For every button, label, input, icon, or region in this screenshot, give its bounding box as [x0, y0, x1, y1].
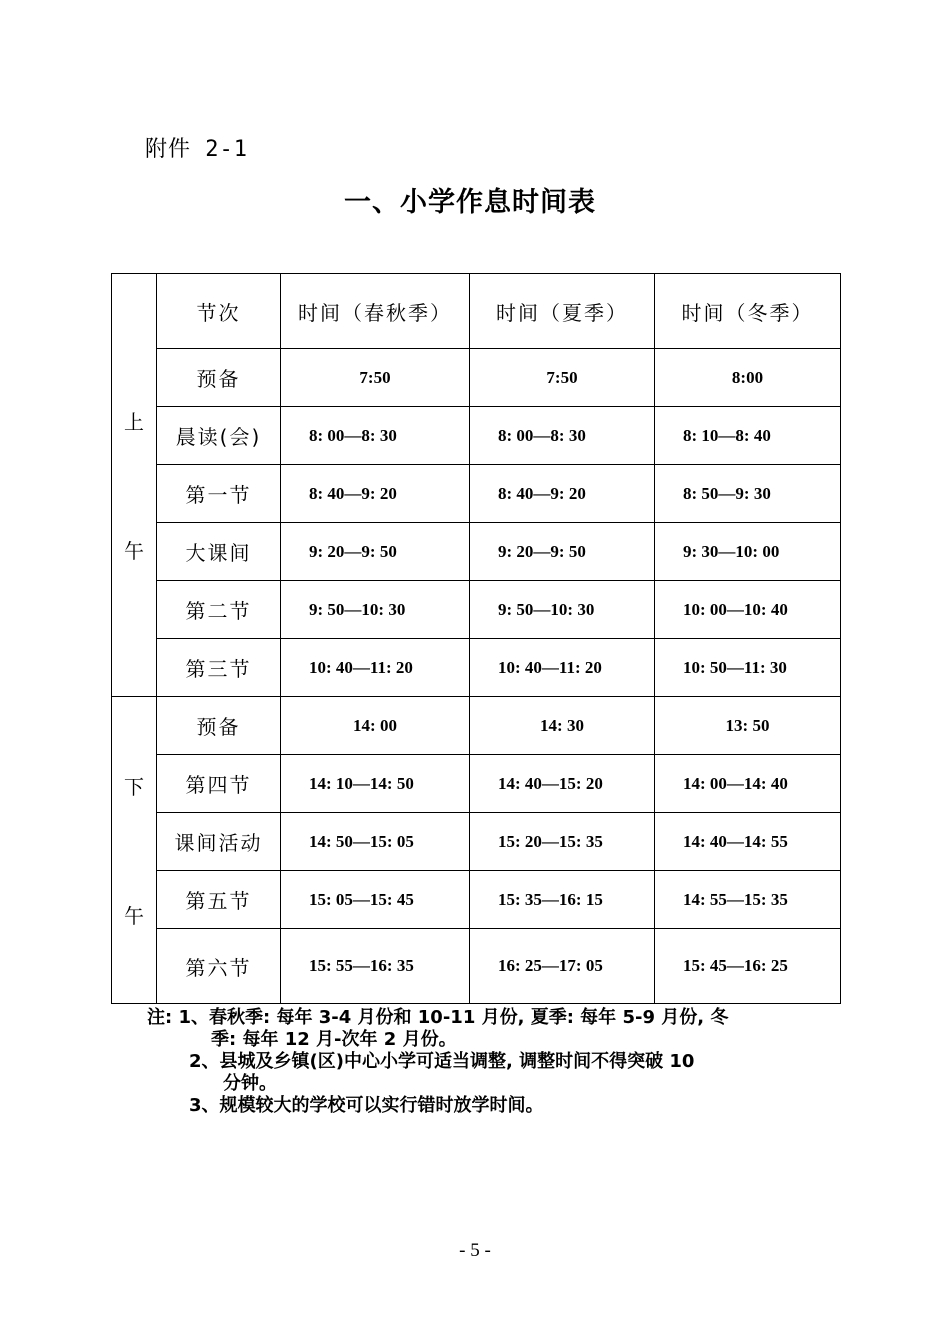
header-summer: 时间（夏季） [470, 274, 655, 349]
time-winter: 14: 55—15: 35 [655, 871, 841, 929]
row-name: 晨读(会) [157, 407, 281, 465]
time-spring-autumn: 7:50 [281, 349, 470, 407]
row-name: 第一节 [157, 465, 281, 523]
time-winter: 8: 50—9: 30 [655, 465, 841, 523]
header-period: 节次 [157, 274, 281, 349]
time-summer: 10: 40—11: 20 [470, 639, 655, 697]
time-summer: 7:50 [470, 349, 655, 407]
row-name: 预备 [157, 349, 281, 407]
time-winter: 10: 50—11: 30 [655, 639, 841, 697]
table-row [112, 871, 841, 929]
afternoon-label-top: 下 [124, 775, 144, 799]
table-header-row [112, 274, 841, 349]
table-row [112, 523, 841, 581]
header-spring-autumn: 时间（春秋季） [281, 274, 470, 349]
time-summer: 9: 20—9: 50 [470, 523, 655, 581]
row-name: 大课间 [157, 523, 281, 581]
morning-period-label [112, 274, 157, 697]
row-name: 预备 [157, 697, 281, 755]
time-summer: 15: 20—15: 35 [470, 813, 655, 871]
time-winter: 13: 50 [655, 697, 841, 755]
table-row [112, 929, 841, 1004]
morning-label-top: 上 [124, 410, 144, 434]
time-winter: 14: 40—14: 55 [655, 813, 841, 871]
note-line: 季: 每年 12 月-次年 2 月份。 [211, 1029, 457, 1050]
notes-section [147, 1007, 827, 1117]
time-winter: 8:00 [655, 349, 841, 407]
note-line: 3、规模较大的学校可以实行错时放学时间。 [189, 1095, 544, 1116]
time-winter: 15: 45—16: 25 [655, 929, 841, 1004]
time-summer: 9: 50—10: 30 [470, 581, 655, 639]
page-title: 一、小学作息时间表 [344, 187, 596, 218]
row-name: 第三节 [157, 639, 281, 697]
time-spring-autumn: 14: 50—15: 05 [281, 813, 470, 871]
row-name: 第五节 [157, 871, 281, 929]
note-line: 分钟。 [223, 1073, 277, 1094]
time-spring-autumn: 9: 50—10: 30 [281, 581, 470, 639]
time-summer: 16: 25—17: 05 [470, 929, 655, 1004]
attachment-label: 附件 2-1 [145, 137, 248, 162]
schedule-table [111, 273, 841, 1004]
page-number: - 5 - [459, 1240, 491, 1261]
table-row [112, 465, 841, 523]
time-spring-autumn: 14: 10—14: 50 [281, 755, 470, 813]
time-winter: 14: 00—14: 40 [655, 755, 841, 813]
time-spring-autumn: 14: 00 [281, 697, 470, 755]
time-summer: 14: 30 [470, 697, 655, 755]
row-name: 第四节 [157, 755, 281, 813]
table-row [112, 639, 841, 697]
time-spring-autumn: 10: 40—11: 20 [281, 639, 470, 697]
afternoon-period-label [112, 697, 157, 1004]
time-spring-autumn: 8: 00—8: 30 [281, 407, 470, 465]
time-summer: 8: 00—8: 30 [470, 407, 655, 465]
time-winter: 9: 30—10: 00 [655, 523, 841, 581]
time-summer: 14: 40—15: 20 [470, 755, 655, 813]
table-row [112, 813, 841, 871]
time-spring-autumn: 15: 55—16: 35 [281, 929, 470, 1004]
time-spring-autumn: 9: 20—9: 50 [281, 523, 470, 581]
time-spring-autumn: 15: 05—15: 45 [281, 871, 470, 929]
note-line: 注: 1、春秋季: 每年 3-4 月份和 10-11 月份, 夏季: 每年 5-9 月份, 冬 [147, 1007, 729, 1028]
row-name: 第二节 [157, 581, 281, 639]
time-spring-autumn: 8: 40—9: 20 [281, 465, 470, 523]
header-winter: 时间（冬季） [655, 274, 841, 349]
note-line: 2、县城及乡镇(区)中心小学可适当调整, 调整时间不得突破 10 [189, 1051, 695, 1072]
time-winter: 8: 10—8: 40 [655, 407, 841, 465]
table-row [112, 581, 841, 639]
table-row [112, 755, 841, 813]
time-summer: 15: 35—16: 15 [470, 871, 655, 929]
table-row [112, 349, 841, 407]
afternoon-label-bottom: 午 [124, 904, 144, 928]
table-row [112, 697, 841, 755]
time-summer: 8: 40—9: 20 [470, 465, 655, 523]
morning-label-bottom: 午 [124, 539, 144, 563]
table-row [112, 407, 841, 465]
row-name: 第六节 [157, 929, 281, 1004]
row-name: 课间活动 [157, 813, 281, 871]
time-winter: 10: 00—10: 40 [655, 581, 841, 639]
